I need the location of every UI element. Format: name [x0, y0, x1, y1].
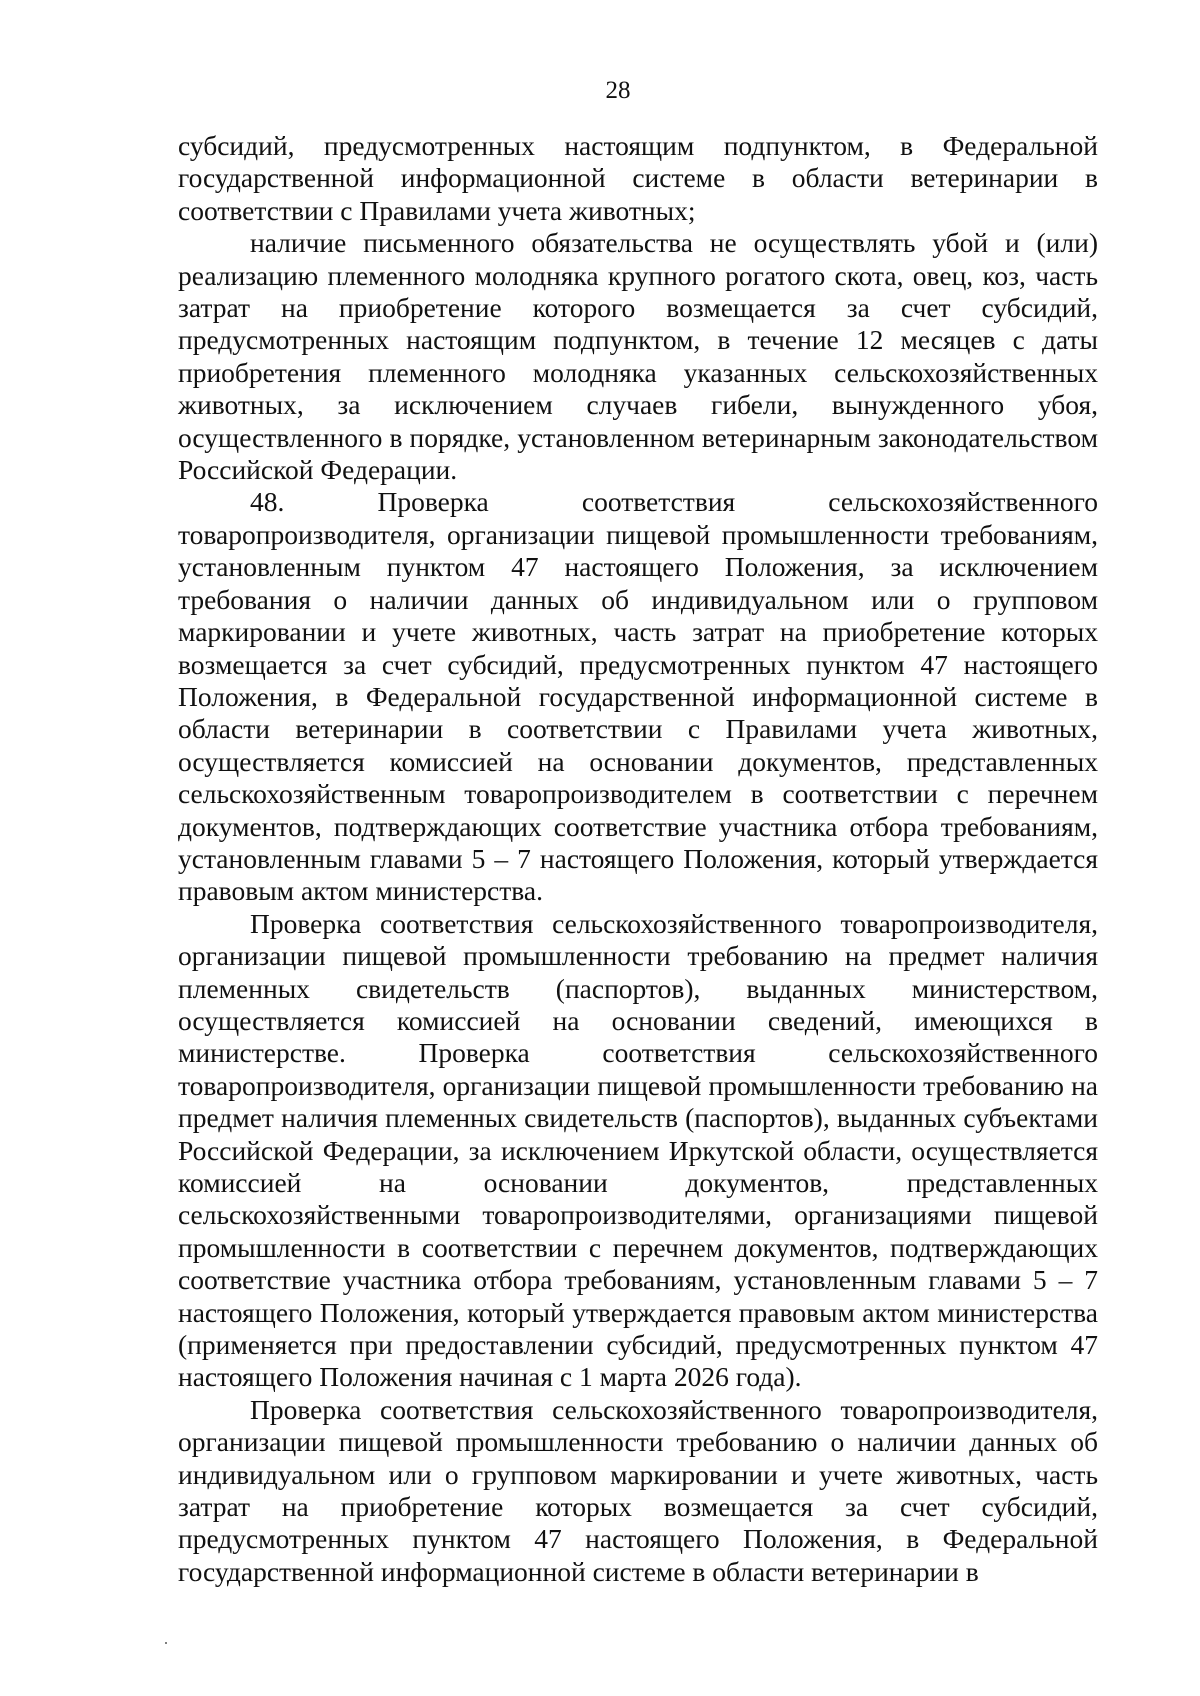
- paragraph-48-body: товаропроизводителя, организации пищевой промышленности требованиям, установленным пунктом 47 настоящего Положения, за исключением требования о наличии данных об индивидуальном или о групповом маркировании и учете животных, часть затрат на приобретение которых возмещается за счет субсидий, предусмотренных пунктом 47 настоящего Положения, в Федеральной государственной информационной системе в области ветеринарии в соответствии с Правилами учета животных, осуществляется комиссией на основании документов, представленных сельскохозяйственным товаропроизводителем в соответствии с перечнем документов, подтверждающих соответствие участника отбора требованиям, установленным главами 5 – 7 настоящего Положения, который утверждается правовым актом министерства.: [178, 518, 1098, 907]
- paragraph-written-obligation: наличие письменного обязательства не осуществлять убой и (или) реализацию племенного молодняка крупного рогатого скота, овец, коз, часть затрат на приобретение которого возмещается за счет субсидий, предусмотренных настоящим подпунктом, в течение 12 месяцев с даты приобретения племенного молодняка указанных сельскохозяйственных животных, за исключением случаев гибели, вынужденного убоя, осуществленного в порядке, установленном ветеринарным законодательством Российской Федерации.: [178, 227, 1098, 486]
- document-body: [178, 130, 1098, 1588]
- paragraph-marking-check: Проверка соответствия сельскохозяйственного товаропроизводителя, организации пищевой промышленности требованию о наличии данных об индивидуальном или о групповом маркировании и учете животных, часть затрат на приобретение которых возмещается за счет субсидий, предусмотренных пунктом 47 настоящего Положения, в Федеральной государственной информационной системе в области ветеринарии в: [178, 1393, 1098, 1587]
- page-number: 28: [605, 77, 631, 104]
- paragraph-pedigree-check: Проверка соответствия сельскохозяйственного товаропроизводителя, организации пищевой промышленности требованию на предмет наличия племенных свидетельств (паспортов), выданных министерством, осуществляется комиссией на основании сведений, имеющихся в министерстве. Проверка соответствия сельскохозяйственного товаропроизводителя, организации пищевой промышленности требованию на предмет наличия племенных свидетельств (паспортов), выданных субъектами Российской Федерации, за исключением Иркутской области, осуществляется комиссией на основании документов, представленных сельскохозяйственными товаропроизводителями, организациями пищевой промышленности в соответствии с перечнем документов, подтверждающих соответствие участника отбора требованиям, установленным главами 5 – 7 настоящего Положения, который утверждается правовым актом министерства (применяется при предоставлении субсидий, предусмотренных пунктом 47 настоящего Положения начиная с 1 марта 2026 года).: [178, 907, 1098, 1393]
- paragraph-48-heading-line: 48. Проверка соответствия сельскохозяйственного: [250, 486, 1098, 518]
- scan-artifact-dot: [165, 1642, 167, 1644]
- paragraph-continuation: субсидий, предусмотренных настоящим подпунктом, в Федеральной государственной информационной системе в области ветеринарии в соответствии с Правилами учета животных;: [178, 130, 1098, 226]
